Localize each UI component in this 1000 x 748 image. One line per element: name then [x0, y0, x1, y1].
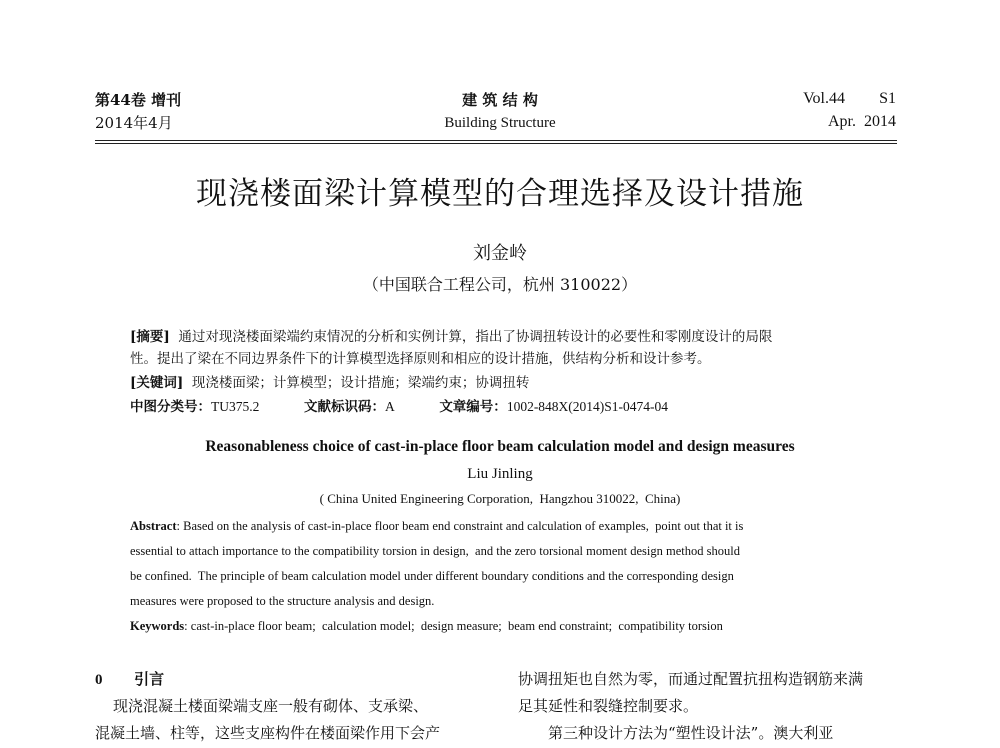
english-abstract-label: Abstract: [130, 519, 177, 533]
doc-code-value: A: [384, 399, 395, 414]
doc-code-label: 文献标识码：: [303, 399, 385, 415]
abstract-cn-line2: 性。提出了梁在不同边界条件下的计算模型选择原则和相应的设计措施，供结构分析和设计参考。: [130, 351, 711, 367]
abstract-cn: [130, 326, 864, 348]
section-heading: [95, 666, 164, 693]
header-rule-bottom: [95, 143, 897, 144]
english-abstract-line2: essential to attach importance to the compatibility torsion in design, and the zero torsional moment design method should: [130, 544, 740, 558]
header-date-en: Apr. 2014: [828, 113, 896, 130]
header-volume: 第44卷 增刊: [95, 91, 182, 109]
english-keywords: [130, 614, 864, 639]
page-title: 现浇楼面梁计算模型的合理选择及设计措施: [196, 176, 804, 212]
author-name: 刘金岭: [473, 243, 527, 264]
classification-line: [130, 396, 864, 418]
header-journal-cn: 建 筑 结 构: [462, 91, 538, 109]
english-affiliation: ( China United Engineering Corporation, Hangzhou 310022, China): [319, 491, 681, 506]
article-no-value: 1002-848X(2014)S1-0474-04: [506, 399, 669, 414]
keywords-cn-label: [关键词]: [130, 375, 184, 391]
section-number: 0: [95, 672, 103, 688]
header-issue-en: S1: [879, 90, 896, 107]
article-no-label: 文章编号：: [439, 399, 507, 415]
clc-label: 中图分类号：: [130, 399, 211, 415]
english-keywords-text: : cast-in-place floor beam; calculation model; design measure; beam end constraint; compatibility torsion: [184, 619, 723, 633]
author-affiliation: （中国联合工程公司，杭州 310022）: [362, 275, 638, 294]
abstract-cn-cont: [130, 348, 864, 370]
clc-value: TU375.2: [211, 399, 260, 414]
keywords-cn-text: 现浇楼面梁；计算模型；设计措施；梁端约束；协调扭转: [191, 375, 530, 391]
body-right-line3: 第三种设计方法为“塑性设计法”。澳大利亚: [548, 724, 834, 742]
english-keywords-label: Keywords: [130, 619, 185, 633]
body-left-line1: 现浇混凝土楼面梁端支座一般有砌体、支承梁、: [113, 697, 429, 715]
body-left-line2: 混凝土墙、柱等，这些支座构件在楼面梁作用下会产: [95, 724, 441, 742]
english-title: Reasonableness choice of cast-in-place floor beam calculation model and design measures: [205, 438, 795, 455]
header-date-cn: 2014年4月: [95, 114, 173, 132]
header-rule-top: [95, 140, 897, 141]
body-right-line1: 协调扭矩也自然为零，而通过配置抗扭构造钢筋来满: [518, 670, 864, 688]
abstract-cn-label: [摘要]: [130, 329, 170, 345]
abstract-cn-line1: 通过对现浇楼面梁端约束情况的分析和实例计算，指出了协调扭转设计的必要性和零刚度设计的局限: [178, 329, 773, 345]
section-title: 引言: [134, 670, 165, 688]
english-author: Liu Jinling: [467, 466, 533, 482]
english-abstract-line1: [130, 514, 864, 539]
english-abstract-line3: be confined. The principle of beam calculation model under different boundary conditions and the corresponding design: [130, 569, 734, 583]
english-abstract-line4: measures were proposed to the structure analysis and design.: [130, 594, 435, 608]
header-vol-en: Vol.44: [803, 90, 845, 107]
body-right-line2: 足其延性和裂缝控制要求。: [518, 697, 699, 715]
keywords-cn: [130, 372, 864, 394]
english-abstract-text1: : Based on the analysis of cast-in-place floor beam end constraint and calculation of examples, point out that it is: [176, 519, 744, 533]
header-journal-en: Building Structure: [444, 115, 556, 131]
